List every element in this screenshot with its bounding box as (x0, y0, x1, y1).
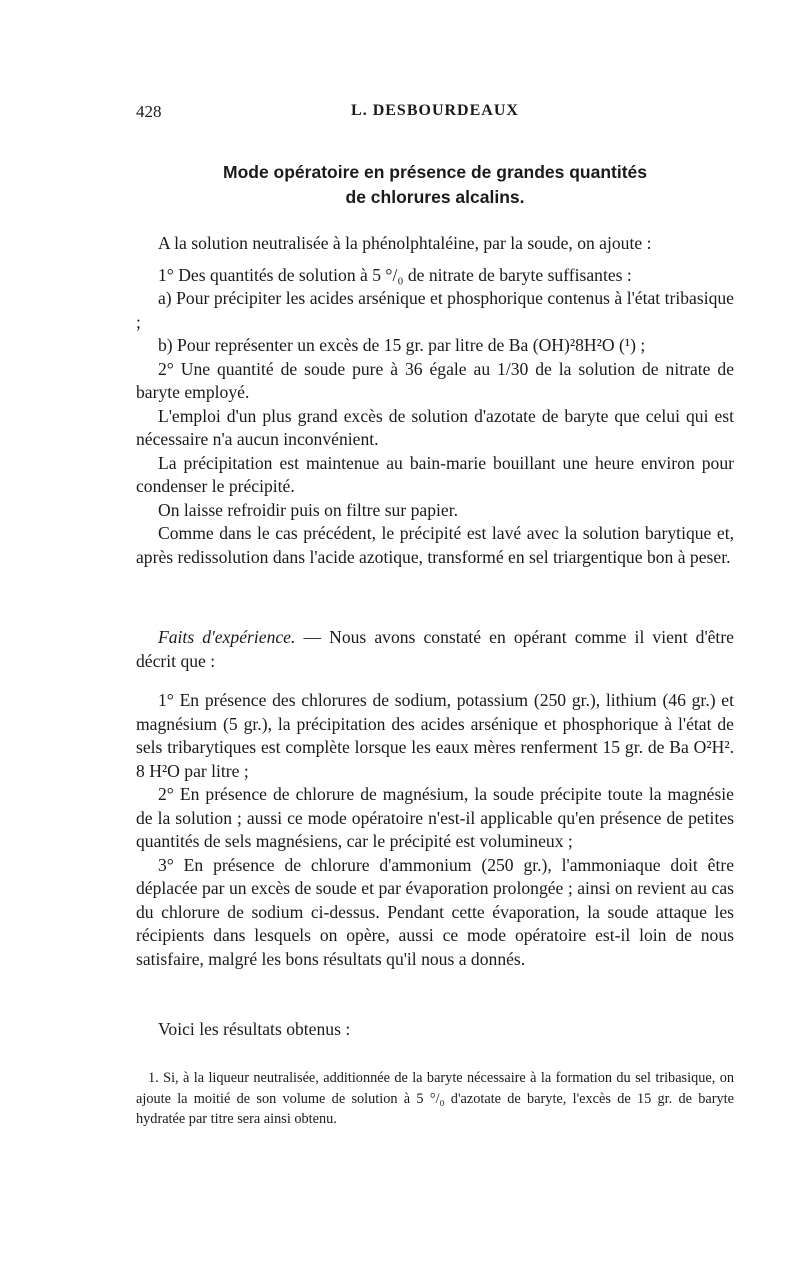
running-title: L. DESBOURDEAUX (351, 102, 519, 119)
paragraph: On laisse refroidir puis on filtre sur papier. (158, 499, 458, 520)
faits-label: Faits d'expérience. (158, 627, 296, 647)
list-item: 2° En présence de chlorure de magnésium, la soude précipite toute la magnésie de la solution ; aussi ce mode opératoire n'est-il applicable qu'en présence de petites quantités de sels magnésiens, car le précipité est volumineux ; (136, 784, 734, 851)
faits-intro-text: — Nous avons constaté en opérant comme il vient d'être décrit que : (136, 627, 734, 671)
paragraph: 2° Une quantité de soude pure à 36 égale au 1/30 de la solution de nitrate de baryte employé. (136, 358, 734, 402)
paragraph: L'emploi d'un plus grand excès de solution d'azotate de baryte que celui qui est nécessaire n'a aucun inconvénient. (136, 405, 734, 449)
section-title (136, 160, 734, 210)
footnote-text: 1. Si, à la liqueur neutralisée, additionnée de la baryte nécessaire à la formation du sel tribasique, on ajoute la moitié de son volume de solution à 5 °/₀ d'azotate de baryte, l'excès de 15 gr. de baryte hydratée par titre sera ainsi obtenu. (136, 1070, 734, 1127)
paragraph: a) Pour précipiter les acides arsénique et phosphorique contenus à l'état tribasique ; (136, 288, 734, 332)
paragraph: Comme dans le cas précédent, le précipité est lavé avec la solution barytique et, après redissolution dans l'acide azotique, transformé en sel triargentique bon à peser. (136, 523, 734, 567)
list-item: 1° En présence des chlorures de sodium, potassium (250 gr.), lithium (46 gr.) et magnésium (5 gr.), la précipitation des acides arsénique et phosphorique à l'état de sels tribarytiques est complète lorsque les eaux mères renferment 15 gr. de Ba O²H². 8 H²O par litre ; (136, 690, 734, 781)
page-number: 428 (136, 102, 162, 121)
paragraph: A la solution neutralisée à la phénolphtaléine, par la soude, on ajoute : (158, 233, 652, 253)
results-intro (136, 1018, 734, 1042)
section-title-line-1: Mode opératoire en présence de grandes quantités (223, 162, 647, 182)
section-title-line-2: de chlorures alcalins. (345, 187, 525, 207)
paragraph: b) Pour représenter un excès de 15 gr. par litre de Ba (OH)²8H²O (¹) ; (158, 335, 646, 355)
footnote (136, 1068, 734, 1130)
paragraph: La précipitation est maintenue au bain-marie bouillant une heure environ pour condenser le précipité. (136, 452, 734, 496)
experimental-facts (136, 626, 734, 971)
running-head (136, 102, 734, 126)
results-line: Voici les résultats obtenus : (158, 1019, 351, 1039)
procedure-text (136, 232, 734, 569)
list-item: 3° En présence de chlorure d'ammonium (250 gr.), l'ammoniaque doit être déplacée par un excès de soude et par évaporation prolongée ; ainsi on revient au cas du chlorure de sodium ci-dessus. Pendant cette évaporation, la soude attaque les récipients dans lesquels on opère, aussi ce mode opératoire est-il loin de nous satisfaire, malgré les bons résultats qu'il nous a donnés. (136, 854, 734, 969)
paragraph: 1° Des quantités de solution à 5 °/₀ de nitrate de baryte suffisantes : (158, 264, 632, 285)
faits-intro (136, 626, 734, 673)
